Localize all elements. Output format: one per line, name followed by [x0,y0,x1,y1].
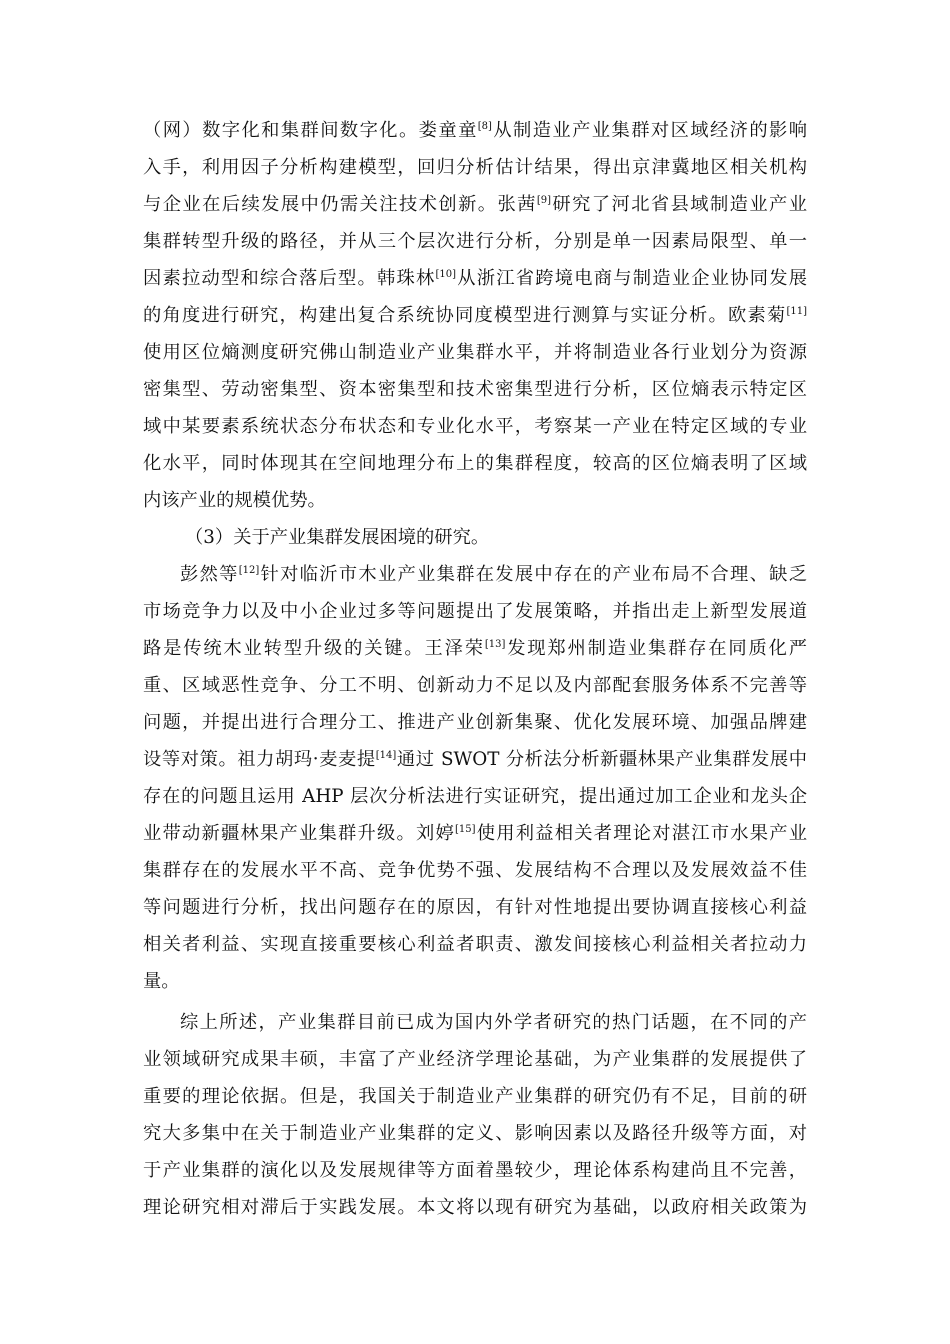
text-line: 因素拉动型和综合落后型。韩珠林[10]从浙江省跨境电商与制造业企业协同发展 [143,268,808,289]
text-line: 市场竞争力以及中小企业过多等问题提出了发展策略，并指出走上新型发展道 [143,601,807,622]
paragraph-cluster-dilemmas [143,556,807,1000]
text-line: 密集型、劳动密集型、资本密集型和技术密集型进行分析，区位熵表示特定区 [143,379,807,400]
text-line: 的角度进行研究，构建出复合系统协同度模型进行测算与实证分析。欧素菊[11] [143,305,807,326]
text-line: 业领域研究成果丰硕，丰富了产业经济学理论基础，为产业集群的发展提供了 [143,1049,807,1070]
text-line: 业带动新疆林果产业集群升级。刘婷[15]使用利益相关者理论对湛江市水果产业 [143,823,807,844]
citation-14[interactable]: [14] [375,750,397,761]
text-line: 集群存在的发展水平不高、竞争优势不强、发展结构不合理以及发展效益不佳 [143,860,807,881]
text-line: 与企业在后续发展中仍需关注技术创新。张茜[9]研究了河北省县域制造业产业 [143,194,808,215]
section-heading: （3）关于产业集群发展困境的研究。 [185,527,490,548]
text-line: 究大多集中在关于制造业产业集群的定义、影响因素以及路径升级等方面，对 [143,1123,807,1144]
text-line: 彭然等[12]针对临沂市木业产业集群在发展中存在的产业布局不合理、缺乏 [180,564,808,585]
citation-12[interactable]: [12] [238,565,260,576]
text-line: 等问题进行分析，找出问题存在的原因，有针对性地提出要协调直接核心利益 [143,897,807,918]
citation-9[interactable]: [9] [536,195,552,206]
citation-13[interactable]: [13] [484,639,506,650]
text-line: 域中某要素系统状态分布状态和专业化水平，考察某一产业在特定区域的专业 [143,416,807,437]
text-line: 集群转型升级的路径，并从三个层次进行分析，分别是单一因素局限型、单一 [143,231,807,252]
text-line: 重、区域恶性竞争、分工不明、创新动力不足以及内部配套服务体系不完善等 [143,675,807,696]
citation-11[interactable]: [11] [786,306,807,317]
text-line: 内该产业的规模优势。 [143,490,326,511]
text-line: 化水平，同时体现其在空间地理分布上的集群程度，较高的区位熵表明了区域 [143,453,807,474]
paragraph-clustering-digitization [143,112,807,519]
paragraph-summary [143,1004,807,1226]
text-line: 存在的问题且运用 AHP 层次分析法进行实证研究，提出通过加工企业和龙头企 [143,786,807,807]
text-line: 重要的理论依据。但是，我国关于制造业产业集群的研究仍有不足，目前的研 [143,1086,807,1107]
citation-10[interactable]: [10] [435,269,457,280]
text-line: 入手，利用因子分析构建模型，回归分析估计结果，得出京津冀地区相关机构 [143,157,807,178]
text-line: 使用区位熵测度研究佛山制造业产业集群水平，并将制造业各行业划分为资源 [143,342,807,363]
text-line: 相关者利益、实现直接重要核心利益者职责、激发间接核心利益相关者拉动力 [143,934,807,955]
citation-15[interactable]: [15] [454,824,476,835]
text-line: 于产业集群的演化以及发展规律等方面着墨较少，理论体系构建尚且不完善， [143,1160,807,1181]
text-line: 设等对策。祖力胡玛·麦麦提[14]通过 SWOT 分析法分析新疆林果产业集群发展中 [143,749,808,770]
text-line: 量。 [143,971,180,992]
text-line: 理论研究相对滞后于实践发展。本文将以现有研究为基础，以政府相关政策为 [143,1197,807,1218]
citation-8[interactable]: [8] [477,121,492,132]
text-line: （网）数字化和集群间数字化。娄童童[8]从制造业产业集群对区域经济的影响 [143,120,808,141]
text-line: 路是传统木业转型升级的关键。王泽荣[13]发现郑州制造业集群存在同质化严 [143,638,808,659]
text-line: 综上所述，产业集群目前已成为国内外学者研究的热门话题，在不同的产 [180,1012,807,1033]
text-line: 问题，并提出进行合理分工、推进产业创新集聚、优化发展环境、加强品牌建 [143,712,807,733]
document-page [143,112,807,1226]
